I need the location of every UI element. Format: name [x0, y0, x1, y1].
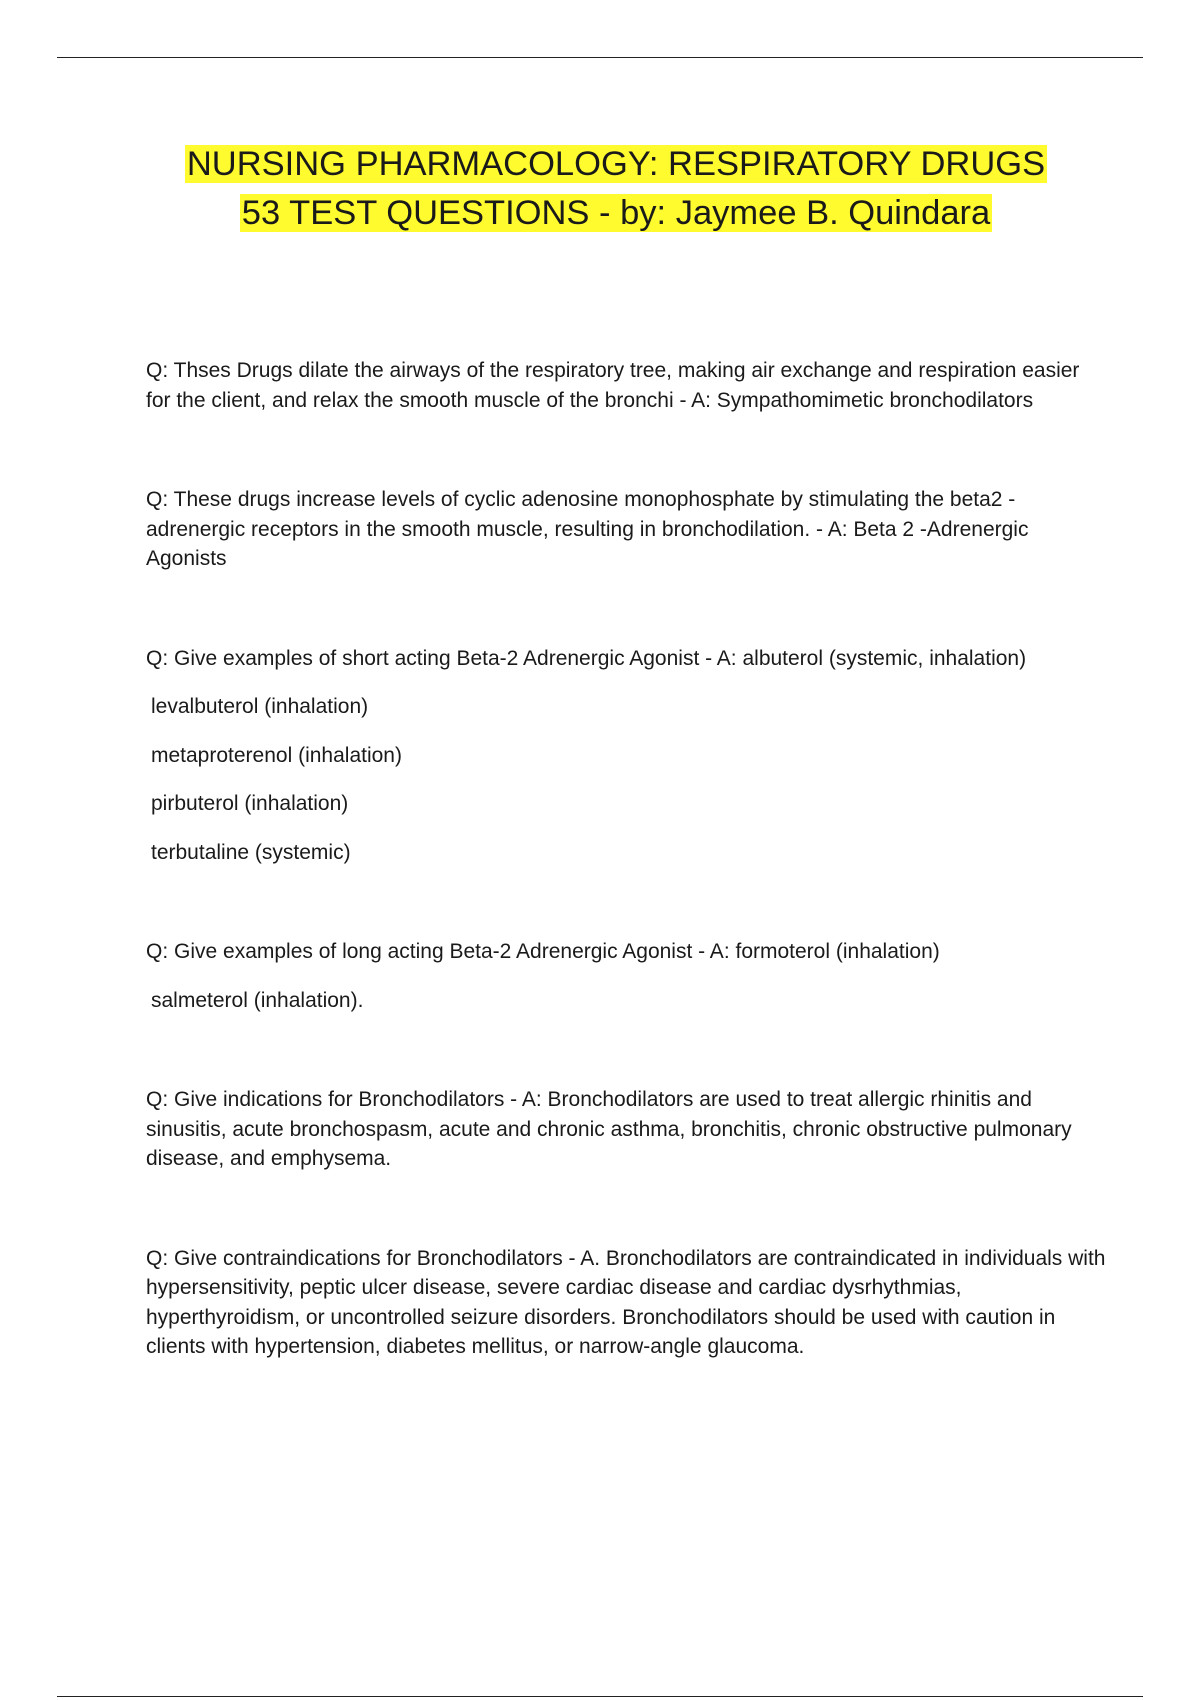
- answer-line: metaproterenol (inhalation): [151, 743, 402, 767]
- qa-item: Q: Give contraindications for Bronchodilators - A. Bronchodilators are contraindicated in individuals with hypersensitivity, peptic ulcer disease, severe cardiac disease and cardiac dysrhythmias, hyperthyroidism, or uncontrolled seizure disorders. Bronchodilators should be used with caution in clients with hypertension, diabetes mellitus, or narrow-angle glaucoma.: [146, 1246, 1106, 1358]
- title-line-1: NURSING PHARMACOLOGY: RESPIRATORY DRUGS: [186, 145, 1046, 183]
- qa-item: Q: Give examples of short acting Beta-2 Adrenergic Agonist - A: albuterol (systemic, inhalation): [146, 646, 1027, 670]
- answer-line: salmeterol (inhalation).: [151, 988, 364, 1012]
- qa-item: Q: Thses Drugs dilate the airways of the respiratory tree, making air exchange and respiration easier for the client, and relax the smooth muscle of the bronchi - A: Sympathomimetic bronchodilators: [146, 359, 1080, 412]
- qa-item: Q: Give examples of long acting Beta-2 Adrenergic Agonist - A: formoterol (inhalation): [146, 940, 940, 963]
- title-line-2: 53 TEST QUESTIONS - by: Jaymee B. Quindara: [241, 194, 991, 232]
- top-divider: [57, 57, 1143, 58]
- bottom-divider: [57, 1696, 1143, 1697]
- qa-list: [146, 356, 1106, 1362]
- answer-line: terbutaline (systemic): [151, 840, 351, 864]
- answer-line: levalbuterol (inhalation): [151, 695, 369, 718]
- page-title: [100, 140, 1132, 238]
- answer-line: pirbuterol (inhalation): [151, 792, 349, 815]
- qa-item: Q: Give indications for Bronchodilators - A: Bronchodilators are used to treat allergic rhinitis and sinusitis, acute bronchospasm, acute and chronic asthma, bronchitis, chronic obstructive pulmonary disease, and emphysema.: [146, 1088, 1072, 1170]
- qa-item: Q: These drugs increase levels of cyclic adenosine monophosphate by stimulating the beta2 - adrenergic receptors in the smooth muscle, resulting in bronchodilation. - A: Beta 2 -Adrenergic Agonists: [146, 488, 1029, 570]
